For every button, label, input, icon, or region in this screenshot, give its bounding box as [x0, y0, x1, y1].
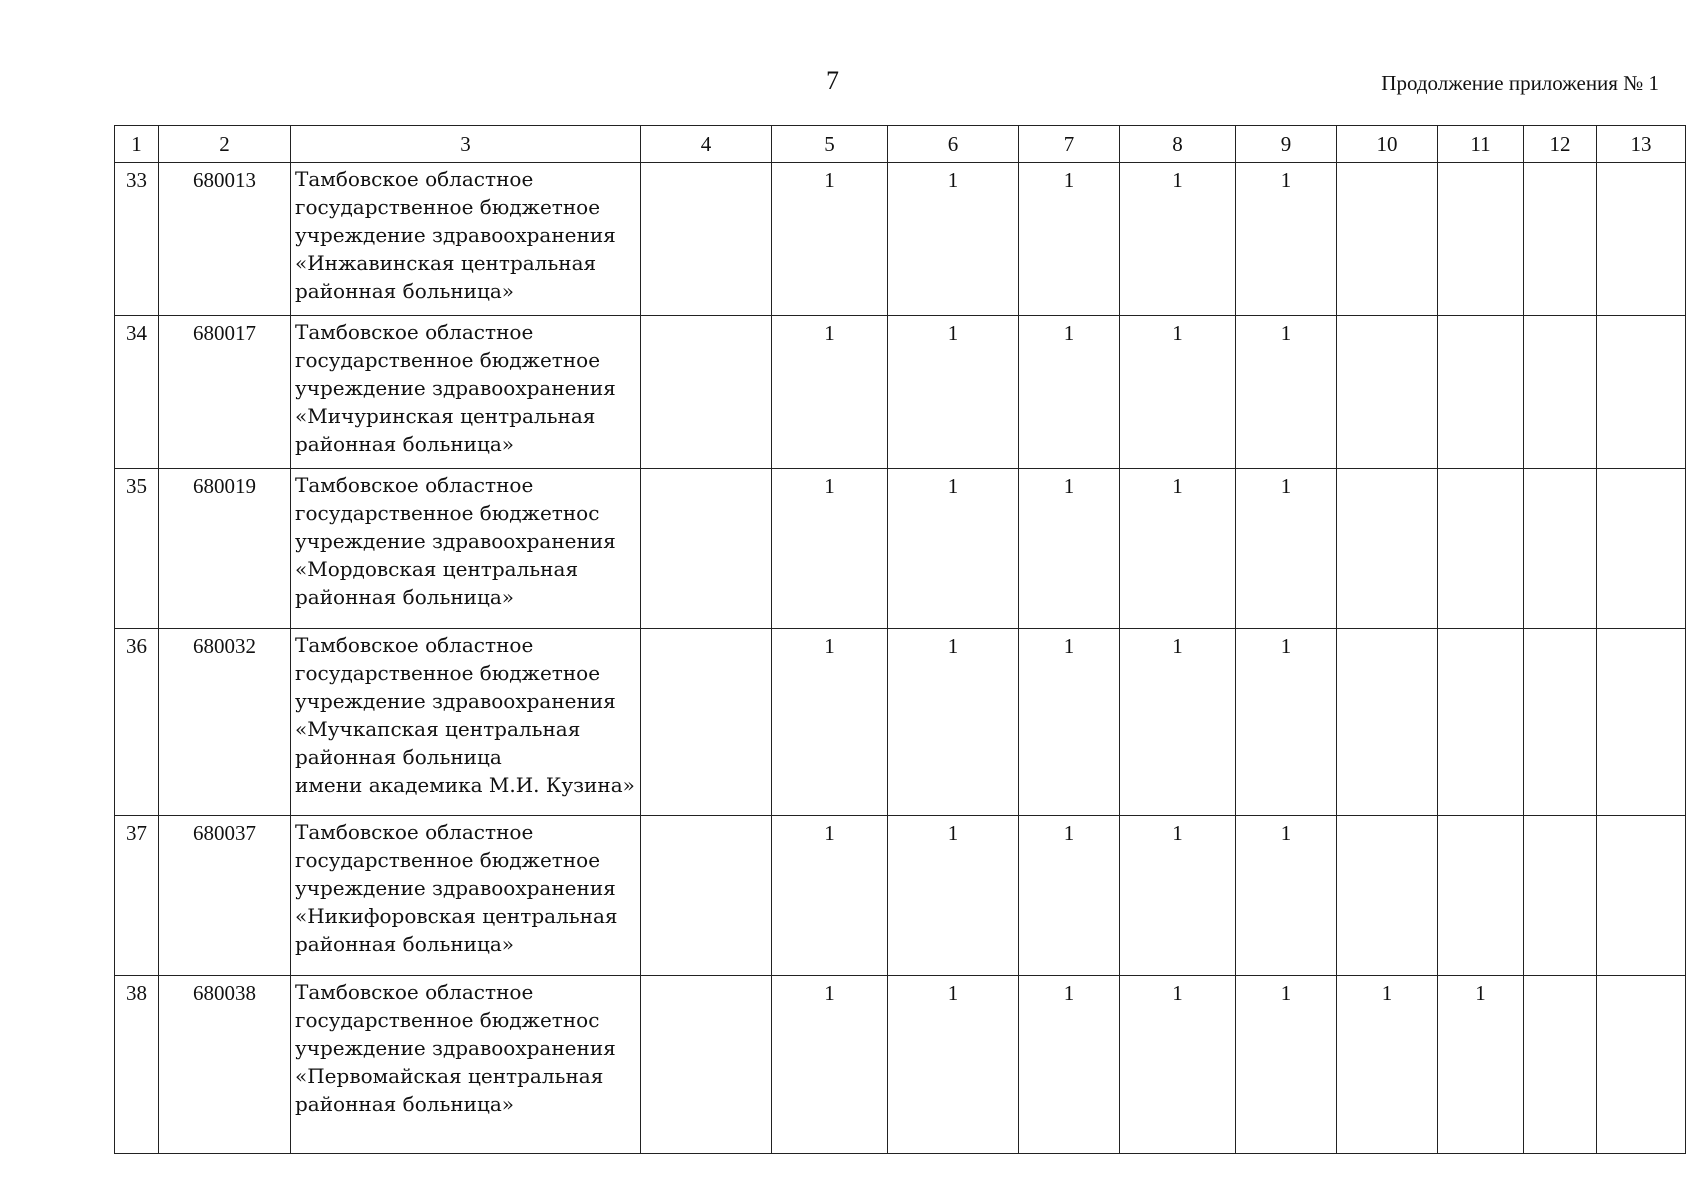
- column-number-row: [115, 126, 1686, 163]
- cell-col-13: [1597, 163, 1686, 316]
- cell-col-11: [1438, 629, 1524, 816]
- cell-col-4: [641, 469, 772, 629]
- institution-name: Тамбовское областное государственное бюджетное учреждение здравоохранения «Мичуринская центральная районная больница»: [291, 316, 641, 469]
- cell-col-10: [1337, 316, 1438, 469]
- cell-col-13: [1597, 316, 1686, 469]
- cell-col-11: 1: [1438, 976, 1524, 1154]
- cell-col-5: 1: [772, 469, 888, 629]
- column-header: 11: [1438, 126, 1524, 163]
- column-header: 2: [159, 126, 291, 163]
- cell-col-6: 1: [888, 163, 1019, 316]
- cell-col-7: 1: [1019, 163, 1120, 316]
- row-number: 34: [115, 316, 159, 469]
- cell-col-12: [1524, 976, 1597, 1154]
- row-number: 37: [115, 816, 159, 976]
- institution-name: Тамбовское областное государственное бюджетнос учреждение здравоохранения «Первомайская центральная районная больница»: [291, 976, 641, 1154]
- row-number: 35: [115, 469, 159, 629]
- institution-name: Тамбовское областное государственное бюджетное учреждение здравоохранения «Мучкапская центральная районная больница имени академика М.И. Кузина»: [291, 629, 641, 816]
- column-header: 5: [772, 126, 888, 163]
- cell-col-10: [1337, 816, 1438, 976]
- column-header: 13: [1597, 126, 1686, 163]
- cell-col-9: 1: [1236, 469, 1337, 629]
- cell-col-5: 1: [772, 976, 888, 1154]
- cell-col-6: 1: [888, 316, 1019, 469]
- cell-col-11: [1438, 469, 1524, 629]
- cell-col-11: [1438, 163, 1524, 316]
- cell-col-11: [1438, 316, 1524, 469]
- cell-col-7: 1: [1019, 469, 1120, 629]
- column-header: 6: [888, 126, 1019, 163]
- cell-col-5: 1: [772, 163, 888, 316]
- cell-col-6: 1: [888, 629, 1019, 816]
- institution-code: 680037: [159, 816, 291, 976]
- cell-col-9: 1: [1236, 163, 1337, 316]
- column-header: 10: [1337, 126, 1438, 163]
- cell-col-13: [1597, 976, 1686, 1154]
- cell-col-4: [641, 629, 772, 816]
- cell-col-4: [641, 316, 772, 469]
- row-number: 38: [115, 976, 159, 1154]
- cell-col-10: [1337, 469, 1438, 629]
- column-header: 7: [1019, 126, 1120, 163]
- cell-col-7: 1: [1019, 976, 1120, 1154]
- cell-col-9: 1: [1236, 629, 1337, 816]
- page-number: 7: [826, 66, 839, 95]
- institution-name: Тамбовское областное государственное бюджетное учреждение здравоохранения «Инжавинская центральная районная больница»: [291, 163, 641, 316]
- cell-col-6: 1: [888, 976, 1019, 1154]
- institution-name: Тамбовское областное государственное бюджетнос учреждение здравоохранения «Мордовская центральная районная больница»: [291, 469, 641, 629]
- row-number: 33: [115, 163, 159, 316]
- cell-col-8: 1: [1120, 976, 1236, 1154]
- column-header: 9: [1236, 126, 1337, 163]
- institution-code: 680019: [159, 469, 291, 629]
- cell-col-4: [641, 816, 772, 976]
- cell-col-7: 1: [1019, 816, 1120, 976]
- cell-col-4: [641, 163, 772, 316]
- table-row: [115, 469, 1686, 629]
- cell-col-12: [1524, 816, 1597, 976]
- institution-name: Тамбовское областное государственное бюджетное учреждение здравоохранения «Никифоровская центральная районная больница»: [291, 816, 641, 976]
- cell-col-4: [641, 976, 772, 1154]
- cell-col-7: 1: [1019, 629, 1120, 816]
- continuation-caption: Продолжение приложения № 1: [1381, 71, 1659, 95]
- cell-col-8: 1: [1120, 163, 1236, 316]
- cell-col-10: [1337, 163, 1438, 316]
- cell-col-12: [1524, 316, 1597, 469]
- cell-col-5: 1: [772, 316, 888, 469]
- table-row: [115, 316, 1686, 469]
- appendix-table: [114, 125, 1686, 1154]
- institution-code: 680013: [159, 163, 291, 316]
- cell-col-5: 1: [772, 816, 888, 976]
- column-header: 4: [641, 126, 772, 163]
- cell-col-12: [1524, 629, 1597, 816]
- column-header: 1: [115, 126, 159, 163]
- cell-col-12: [1524, 163, 1597, 316]
- institution-code: 680038: [159, 976, 291, 1154]
- row-number: 36: [115, 629, 159, 816]
- cell-col-8: 1: [1120, 469, 1236, 629]
- cell-col-9: 1: [1236, 976, 1337, 1154]
- column-header: 12: [1524, 126, 1597, 163]
- cell-col-8: 1: [1120, 316, 1236, 469]
- cell-col-6: 1: [888, 469, 1019, 629]
- institution-code: 680017: [159, 316, 291, 469]
- cell-col-12: [1524, 469, 1597, 629]
- table-row: [115, 976, 1686, 1154]
- cell-col-13: [1597, 816, 1686, 976]
- cell-col-10: 1: [1337, 976, 1438, 1154]
- cell-col-9: 1: [1236, 316, 1337, 469]
- institution-code: 680032: [159, 629, 291, 816]
- table-row: [115, 163, 1686, 316]
- cell-col-5: 1: [772, 629, 888, 816]
- table-row: [115, 629, 1686, 816]
- column-header: 3: [291, 126, 641, 163]
- cell-col-8: 1: [1120, 816, 1236, 976]
- cell-col-8: 1: [1120, 629, 1236, 816]
- cell-col-7: 1: [1019, 316, 1120, 469]
- cell-col-6: 1: [888, 816, 1019, 976]
- column-header: 8: [1120, 126, 1236, 163]
- cell-col-13: [1597, 629, 1686, 816]
- cell-col-13: [1597, 469, 1686, 629]
- cell-col-11: [1438, 816, 1524, 976]
- table-row: [115, 816, 1686, 976]
- cell-col-9: 1: [1236, 816, 1337, 976]
- cell-col-10: [1337, 629, 1438, 816]
